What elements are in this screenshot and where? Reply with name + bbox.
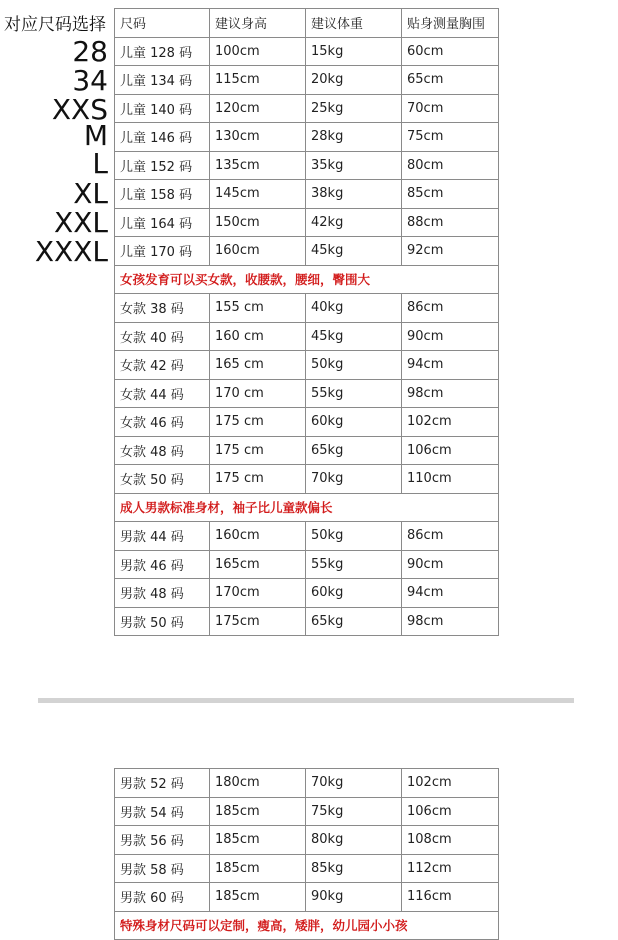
table-row bbox=[115, 465, 499, 494]
table-cell: 45kg bbox=[306, 322, 402, 351]
table-cell: 65cm bbox=[402, 66, 499, 95]
header-height: 建议身高 bbox=[210, 9, 306, 38]
table-row bbox=[115, 237, 499, 266]
header-weight: 建议体重 bbox=[306, 9, 402, 38]
table-cell: 86cm bbox=[402, 294, 499, 323]
table-cell: 女款 50 码 bbox=[115, 465, 210, 494]
table-cell: 180cm bbox=[210, 769, 306, 798]
table-cell: 男款 54 码 bbox=[115, 797, 210, 826]
table-cell: 98cm bbox=[402, 379, 499, 408]
table-cell: 55kg bbox=[306, 550, 402, 579]
table-cell: 116cm bbox=[402, 883, 499, 912]
table-cell: 女款 42 码 bbox=[115, 351, 210, 380]
table-cell: 88cm bbox=[402, 208, 499, 237]
table-cell: 170 cm bbox=[210, 379, 306, 408]
table-cell: 94cm bbox=[402, 579, 499, 608]
table-cell: 86cm bbox=[402, 522, 499, 551]
table-cell: 50kg bbox=[306, 522, 402, 551]
table-cell: 98cm bbox=[402, 607, 499, 636]
table-cell: 150cm bbox=[210, 208, 306, 237]
size-label: XXXL bbox=[34, 235, 108, 268]
table-cell: 175 cm bbox=[210, 465, 306, 494]
table-cell: 185cm bbox=[210, 854, 306, 883]
table-row bbox=[115, 379, 499, 408]
table-cell: 男款 60 码 bbox=[115, 883, 210, 912]
table-cell: 112cm bbox=[402, 854, 499, 883]
table-cell: 儿童 146 码 bbox=[115, 123, 210, 152]
size-chart-table bbox=[114, 8, 499, 636]
table-row bbox=[115, 607, 499, 636]
table-cell: 135cm bbox=[210, 151, 306, 180]
table-cell: 男款 50 码 bbox=[115, 607, 210, 636]
table-row bbox=[115, 550, 499, 579]
table-row bbox=[115, 408, 499, 437]
size-label: XXS bbox=[51, 93, 108, 126]
table-cell: 45kg bbox=[306, 237, 402, 266]
table-cell: 40kg bbox=[306, 294, 402, 323]
table-row bbox=[115, 208, 499, 237]
table-row bbox=[115, 351, 499, 380]
table-cell: 170cm bbox=[210, 579, 306, 608]
size-label: M bbox=[83, 119, 108, 152]
table-row bbox=[115, 123, 499, 152]
table-cell: 男款 48 码 bbox=[115, 579, 210, 608]
table-cell: 130cm bbox=[210, 123, 306, 152]
table-cell: 185cm bbox=[210, 883, 306, 912]
table-cell: 女款 38 码 bbox=[115, 294, 210, 323]
section-divider bbox=[38, 698, 574, 703]
table-cell: 20kg bbox=[306, 66, 402, 95]
table-cell: 65kg bbox=[306, 436, 402, 465]
table-cell: 145cm bbox=[210, 180, 306, 209]
table-cell: 35kg bbox=[306, 151, 402, 180]
table-cell: 28kg bbox=[306, 123, 402, 152]
table-row bbox=[115, 826, 499, 855]
table-row bbox=[115, 294, 499, 323]
table-cell: 90kg bbox=[306, 883, 402, 912]
table-cell: 儿童 128 码 bbox=[115, 37, 210, 66]
note-row bbox=[115, 493, 499, 522]
table-cell: 160cm bbox=[210, 237, 306, 266]
table-cell: 85kg bbox=[306, 854, 402, 883]
table-cell: 女款 40 码 bbox=[115, 322, 210, 351]
table-cell: 108cm bbox=[402, 826, 499, 855]
size-label: XXL bbox=[54, 206, 108, 239]
table-header-row bbox=[115, 9, 499, 38]
header-size: 尺码 bbox=[115, 9, 210, 38]
table-cell: 38kg bbox=[306, 180, 402, 209]
table-cell: 94cm bbox=[402, 351, 499, 380]
table-row bbox=[115, 37, 499, 66]
table-cell: 160cm bbox=[210, 522, 306, 551]
table-cell: 42kg bbox=[306, 208, 402, 237]
table-cell: 儿童 140 码 bbox=[115, 94, 210, 123]
table-cell: 75cm bbox=[402, 123, 499, 152]
table-cell: 106cm bbox=[402, 436, 499, 465]
table-cell: 儿童 158 码 bbox=[115, 180, 210, 209]
table-cell: 110cm bbox=[402, 465, 499, 494]
table-cell: 165cm bbox=[210, 550, 306, 579]
table-cell: 男款 56 码 bbox=[115, 826, 210, 855]
table-cell: 男款 52 码 bbox=[115, 769, 210, 798]
men-note: 成人男款标准身材，袖子比儿童款偏长 bbox=[115, 493, 499, 522]
table-cell: 男款 44 码 bbox=[115, 522, 210, 551]
table-cell: 175cm bbox=[210, 607, 306, 636]
table-cell: 女款 44 码 bbox=[115, 379, 210, 408]
table-cell: 女款 48 码 bbox=[115, 436, 210, 465]
table-cell: 92cm bbox=[402, 237, 499, 266]
table-cell: 120cm bbox=[210, 94, 306, 123]
table-row bbox=[115, 797, 499, 826]
table-row bbox=[115, 94, 499, 123]
table-cell: 15kg bbox=[306, 37, 402, 66]
table-cell: 75kg bbox=[306, 797, 402, 826]
table-row bbox=[115, 769, 499, 798]
table-cell: 60kg bbox=[306, 408, 402, 437]
table-row bbox=[115, 436, 499, 465]
table-cell: 185cm bbox=[210, 797, 306, 826]
table-cell: 100cm bbox=[210, 37, 306, 66]
table-cell: 102cm bbox=[402, 769, 499, 798]
note-row bbox=[115, 911, 499, 940]
table-cell: 25kg bbox=[306, 94, 402, 123]
table-cell: 175 cm bbox=[210, 436, 306, 465]
table-row bbox=[115, 579, 499, 608]
table-row bbox=[115, 322, 499, 351]
table-cell: 80cm bbox=[402, 151, 499, 180]
girls-note: 女孩发育可以买女款，收腰款，腰细，臀围大 bbox=[115, 265, 499, 294]
special-size-note: 特殊身材尺码可以定制，瘦高，矮胖，幼儿园小小孩 bbox=[115, 911, 499, 940]
table-row bbox=[115, 180, 499, 209]
table-cell: 50kg bbox=[306, 351, 402, 380]
table-cell: 70kg bbox=[306, 769, 402, 798]
table-row bbox=[115, 883, 499, 912]
table-row bbox=[115, 151, 499, 180]
size-label: XL bbox=[73, 177, 108, 210]
table-cell: 儿童 170 码 bbox=[115, 237, 210, 266]
table-cell: 儿童 152 码 bbox=[115, 151, 210, 180]
table-cell: 85cm bbox=[402, 180, 499, 209]
table-cell: 102cm bbox=[402, 408, 499, 437]
table-cell: 175 cm bbox=[210, 408, 306, 437]
table-cell: 60kg bbox=[306, 579, 402, 608]
table-cell: 155 cm bbox=[210, 294, 306, 323]
table-cell: 男款 58 码 bbox=[115, 854, 210, 883]
table-cell: 男款 46 码 bbox=[115, 550, 210, 579]
table-cell: 70cm bbox=[402, 94, 499, 123]
header-chest: 贴身测量胸围 bbox=[402, 9, 499, 38]
table-cell: 80kg bbox=[306, 826, 402, 855]
table-cell: 115cm bbox=[210, 66, 306, 95]
size-label: 34 bbox=[72, 64, 108, 97]
table-cell: 160 cm bbox=[210, 322, 306, 351]
size-label: 28 bbox=[72, 35, 108, 68]
size-label: L bbox=[92, 147, 108, 180]
table-row bbox=[115, 66, 499, 95]
table-cell: 165 cm bbox=[210, 351, 306, 380]
table-cell: 90cm bbox=[402, 322, 499, 351]
table-cell: 60cm bbox=[402, 37, 499, 66]
table-cell: 儿童 134 码 bbox=[115, 66, 210, 95]
table-cell: 女款 46 码 bbox=[115, 408, 210, 437]
table-cell: 65kg bbox=[306, 607, 402, 636]
table-cell: 儿童 164 码 bbox=[115, 208, 210, 237]
table-cell: 70kg bbox=[306, 465, 402, 494]
table-row bbox=[115, 522, 499, 551]
table-cell: 55kg bbox=[306, 379, 402, 408]
size-selection-title: 对应尺码选择 bbox=[4, 15, 106, 35]
table-cell: 106cm bbox=[402, 797, 499, 826]
table-cell: 90cm bbox=[402, 550, 499, 579]
note-row bbox=[115, 265, 499, 294]
table-cell: 185cm bbox=[210, 826, 306, 855]
table-row bbox=[115, 854, 499, 883]
size-chart-table-continued bbox=[114, 768, 499, 940]
